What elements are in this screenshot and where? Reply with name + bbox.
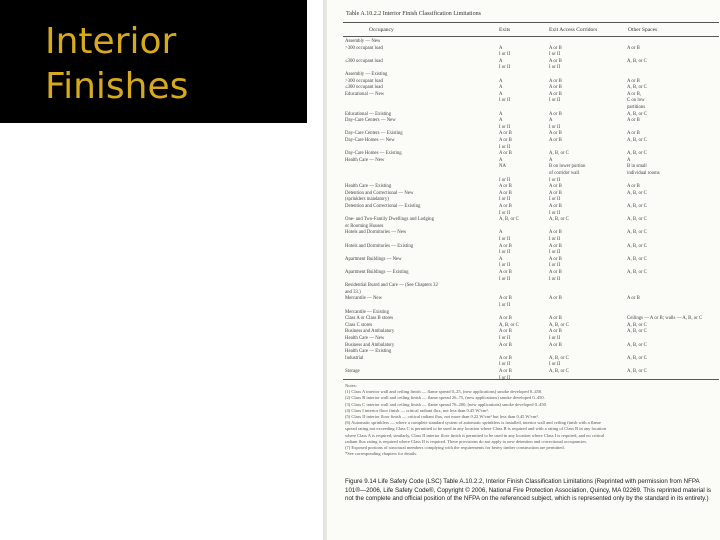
exits-cell: A, B, or C — [499, 322, 519, 328]
slide-title-line-2: Finishes — [45, 66, 189, 107]
exits-cell: I or II — [499, 197, 511, 203]
occupancy-cell: Detention and Correctional — New — [345, 190, 414, 196]
exits-cell: A — [499, 157, 503, 163]
other-spaces-cell: A, B, or C — [627, 217, 647, 223]
corridors-cell: I or II — [549, 98, 561, 104]
other-spaces-cell: Ceilings — A or B; walls — A, B, or C — [627, 316, 703, 322]
occupancy-cell: Industrial — [345, 355, 364, 361]
other-spaces-cell: partitions — [627, 105, 646, 110]
corridors-cell: A or B — [549, 111, 562, 117]
exits-cell: A — [499, 230, 503, 236]
occupancy-cell: Detention and Correctional — Existing — [345, 204, 421, 209]
occupancy-cell: Mercantile — New — [345, 296, 383, 302]
table-top-rule — [343, 22, 719, 23]
exits-cell: A or B — [499, 296, 512, 302]
other-spaces-cell: B in small — [627, 164, 647, 170]
corridors-cell: A, B, or C — [549, 355, 569, 361]
exits-cell: I or II — [499, 210, 511, 216]
corridors-cell: of corridor wall — [549, 171, 580, 176]
header-occupancy: Occupancy — [369, 27, 394, 33]
other-spaces-cell: A or B — [627, 296, 640, 302]
corridors-cell: A — [549, 118, 553, 124]
corridors-cell: I or II — [549, 250, 561, 256]
corridors-cell: I or II — [549, 263, 561, 269]
occupancy-cell: Hotels and Dormitories — Existing — [345, 243, 414, 249]
corridors-cell: A or B — [549, 85, 562, 91]
occupancy-cell: ≤300 occupant load — [345, 85, 383, 91]
table-header-rule — [343, 36, 719, 37]
other-spaces-cell: A, B, or C — [627, 111, 647, 117]
other-spaces-cell: A or B — [627, 45, 640, 51]
other-spaces-cell: C on low — [627, 98, 645, 104]
occupancy-cell: Day-Care Centers — New — [345, 118, 396, 124]
header-exits: Exits — [499, 27, 511, 33]
other-spaces-cell: A, B, or C — [627, 270, 647, 275]
corridors-cell: A or B — [549, 230, 562, 236]
exits-cell: I or II — [499, 250, 511, 256]
occupancy-cell: Educational — New — [345, 91, 385, 97]
corridors-cell: I or II — [549, 65, 561, 71]
occupancy-cell: Health Care — New — [345, 336, 385, 341]
other-spaces-cell: A or B — [627, 131, 640, 137]
exits-cell: A or B — [499, 184, 512, 190]
exits-cell: A or B — [499, 342, 512, 348]
note-line: (3) Class C interior wall and ceiling finish — flame spread 76–200, (new applications) smoke developed 0–450. — [345, 401, 547, 407]
exits-cell: I or II — [499, 276, 511, 282]
corridors-cell: A or B — [549, 138, 562, 143]
occupancy-cell: Business and Ambulatory — [345, 329, 395, 335]
corridors-cell: A or B — [549, 316, 562, 322]
occupancy-cell: Day-Care Homes — New — [345, 138, 395, 143]
occupancy-cell: Class C stores — [345, 322, 373, 328]
note-line: (2) Class B interior wall and ceiling finish — flame spread 26–75, (new applications) smoke developed 0–450. — [345, 395, 545, 401]
note-line: (6) Automatic sprinklers — where a complete standard system of automatic sprinklers is installed, interior wall and ceiling finish with a flame — [345, 420, 601, 426]
corridors-cell: I or II — [549, 336, 561, 341]
corridors-cell: A or B — [549, 204, 562, 209]
exits-cell: A or B — [499, 329, 512, 335]
note-line: where Class A is required; similarly, Class II interior floor finish is permitted to be used in any location where Class I is required, and no critical — [345, 432, 605, 438]
occupancy-cell: >300 occupant load — [345, 78, 383, 84]
note-line: spread rating not exceeding Class C is permitted to be used in any location where Class B is required and with a rating of Class B in any location — [345, 426, 606, 432]
exits-cell: I or II — [499, 52, 511, 58]
other-spaces-cell: A, B, or C — [627, 58, 647, 64]
other-spaces-cell: A, B, or C — [627, 355, 647, 361]
corridors-cell: I or II — [549, 124, 561, 130]
corridors-cell: B on lower portion — [549, 164, 586, 170]
exits-cell: A or B — [499, 270, 512, 275]
occupancy-cell: Apartment Buildings — New — [345, 256, 402, 262]
corridors-cell: I or II — [549, 237, 561, 242]
exits-cell: I or II — [499, 263, 511, 269]
exits-cell: NA — [499, 164, 506, 170]
occupancy-cell: Hotels and Dormitories — New — [345, 230, 407, 236]
other-spaces-cell: A, B, or C — [627, 243, 647, 249]
occupancy-cell: >300 occupant load — [345, 45, 383, 51]
other-spaces-cell: A, B, or C — [627, 369, 647, 374]
header-other-spaces: Other Spaces — [628, 27, 658, 33]
table-notes — [345, 383, 717, 457]
exits-cell: A or B — [499, 316, 512, 322]
occupancy-cell: Health Care — Existing — [345, 349, 392, 355]
occupancy-cell: or Rooming Houses — [345, 223, 384, 229]
occupancy-cell: Mercantile — Existing — [345, 309, 389, 315]
exits-cell: A or B — [499, 243, 512, 249]
exits-cell: I or II — [499, 336, 511, 341]
occupancy-cell: Class A or Class B stores — [345, 316, 394, 322]
other-spaces-cell: A, B, or C — [627, 85, 647, 91]
other-spaces-cell: A, B, or C — [627, 151, 647, 157]
page-edge — [323, 0, 327, 540]
corridors-cell: A or B — [549, 78, 562, 84]
other-spaces-cell: A, B, or C — [627, 230, 647, 236]
other-spaces-cell: individual rooms — [627, 171, 660, 176]
exits-cell: I or II — [499, 177, 511, 183]
corridors-cell: A or B — [549, 131, 562, 137]
note-line: (1) Class A interior wall and ceiling finish — flame spread 0–25, (new applications) smoke developed 0–450. — [345, 389, 543, 395]
corridors-cell: A, B, or C — [549, 217, 569, 223]
note-line: (5) Class II interior floor finish — critical radiant flux, not more than 0.22 W/cm² but less than 0.45 W/cm². — [345, 414, 539, 420]
exits-cell: A or B — [499, 138, 512, 143]
corridors-cell: I or II — [549, 197, 561, 203]
slide-title-line-1: Interior — [45, 21, 177, 62]
other-spaces-cell: A or B — [627, 78, 640, 84]
note-line: Notes: — [345, 383, 357, 388]
header-exit-access-corridors: Exit Access Corridors — [549, 27, 598, 33]
corridors-cell: I or II — [549, 276, 561, 282]
exits-cell: I or II — [499, 124, 511, 130]
other-spaces-cell: A, B, or C — [627, 190, 647, 196]
corridors-cell: A — [549, 157, 553, 163]
corridors-cell: I or II — [549, 362, 561, 368]
other-spaces-cell: A or B — [627, 118, 640, 124]
exits-cell: A — [499, 118, 503, 124]
caption-line: 101®—2006, Life Safety Code®, Copyright © 2006, National Fire Protection Association, Quincy, MA 02269. This reprinted material is — [345, 486, 711, 494]
corridors-cell: A or B — [549, 190, 562, 196]
corridors-cell: I or II — [549, 210, 561, 216]
table-title: Table A.10.2.2 Interior Finish Classification Limitations — [346, 11, 481, 17]
occupancy-cell: Assembly — Existing — [345, 72, 388, 77]
note-line: (7) Exposed portions of structural members complying with the requirements for heavy timber construction are permitted. — [345, 445, 565, 451]
exits-cell: A — [499, 45, 503, 51]
corridors-cell: A or B — [549, 342, 562, 348]
note-line: (4) Class I interior floor finish — critical radiant flux, not less than 0.45 W/cm². — [345, 407, 489, 413]
exits-cell: I or II — [499, 144, 511, 150]
occupancy-cell: Business and Ambulatory — [345, 342, 395, 348]
corridors-cell: A, B, or C — [549, 322, 569, 328]
exits-cell: A or B — [499, 204, 512, 209]
corridors-cell: A or B — [549, 296, 562, 302]
exits-cell: A — [499, 85, 503, 91]
exits-cell: I or II — [499, 362, 511, 368]
exits-cell: I or II — [499, 65, 511, 71]
occupancy-cell: Residential Board and Care — (See Chapters 32 — [345, 283, 438, 289]
occupancy-cell: ≤300 occupant load — [345, 58, 383, 64]
exits-cell: A — [499, 91, 503, 97]
other-spaces-cell: A or B — [627, 184, 640, 190]
exits-cell: A — [499, 256, 503, 262]
exits-cell: A or B — [499, 190, 512, 196]
occupancy-cell: (sprinklers mandatory) — [345, 197, 389, 203]
exits-cell: I or II — [499, 237, 511, 242]
exits-cell: I or II — [499, 98, 511, 104]
other-spaces-cell: A, B, or C — [627, 322, 647, 328]
corridors-cell: I or II — [549, 177, 561, 183]
note-line: radiant flux rating is required where Class II is required. These provisions do not apply to new detention and correctional occupancies. — [345, 438, 588, 444]
corridors-cell: A or B — [549, 91, 562, 97]
exits-cell: A — [499, 78, 503, 84]
occupancy-cell: One- and Two-Family Dwellings and Lodging — [345, 217, 434, 223]
occupancy-cell: Day-Care Centers — Existing — [345, 131, 403, 137]
exits-cell: A or B — [499, 151, 512, 157]
corridors-cell: I or II — [549, 52, 561, 58]
other-spaces-cell: A, B, or C — [627, 204, 647, 209]
occupancy-cell: Educational — Existing — [345, 111, 392, 117]
corridors-cell: A or B — [549, 243, 562, 249]
occupancy-cell: Health Care — New — [345, 157, 385, 163]
other-spaces-cell: A, B, or C — [627, 329, 647, 335]
occupancy-cell: Apartment Buildings — Existing — [345, 270, 409, 275]
corridors-cell: A or B — [549, 45, 562, 51]
occupancy-cell: Health Care — Existing — [345, 184, 392, 190]
exits-cell: A or B — [499, 369, 512, 374]
other-spaces-cell: A, B, or C — [627, 138, 647, 143]
title-panel — [0, 0, 307, 123]
figure-caption — [345, 478, 720, 504]
other-spaces-cell: A or B, — [627, 91, 641, 97]
exits-cell: I or II — [499, 303, 511, 308]
scanned-table-page — [323, 0, 720, 540]
exits-cell: A or B — [499, 355, 512, 361]
occupancy-cell: Storage — [345, 369, 360, 374]
corridors-cell: A, B, or C — [549, 151, 569, 157]
occupancy-cell: Assembly — New — [345, 39, 381, 44]
corridors-cell: A or B — [549, 329, 562, 335]
caption-line: Figure 9.14 Life Safety Code (LSC) Table A.10.2.2, Interior Finish Classification Limitations (Reprinted with permission from NFPA — [345, 478, 700, 485]
corridors-cell: A or B — [549, 184, 562, 190]
corridors-cell: A or B — [549, 270, 562, 275]
corridors-cell: A or B — [549, 58, 562, 64]
table-bottom-rule — [343, 379, 719, 380]
other-spaces-cell: A, B, or C — [627, 256, 647, 262]
note-line: *See corresponding chapters for details. — [345, 451, 418, 457]
other-spaces-cell: A — [627, 157, 631, 163]
exits-cell: A or B — [499, 131, 512, 137]
exits-cell: A, B, or C — [499, 217, 519, 223]
exits-cell: A — [499, 58, 503, 64]
exits-cell: A — [499, 111, 503, 117]
caption-line: not the complete and official position of the NFPA on the referenced subject, which is represented only by the standard in its entirety.) — [345, 495, 709, 503]
occupancy-cell: and 33.) — [345, 289, 361, 295]
other-spaces-cell: A, B, or C — [627, 342, 647, 348]
corridors-cell: A, B, or C — [549, 369, 569, 374]
occupancy-cell: Day-Care Homes — Existing — [345, 151, 402, 157]
corridors-cell: A or B — [549, 256, 562, 262]
